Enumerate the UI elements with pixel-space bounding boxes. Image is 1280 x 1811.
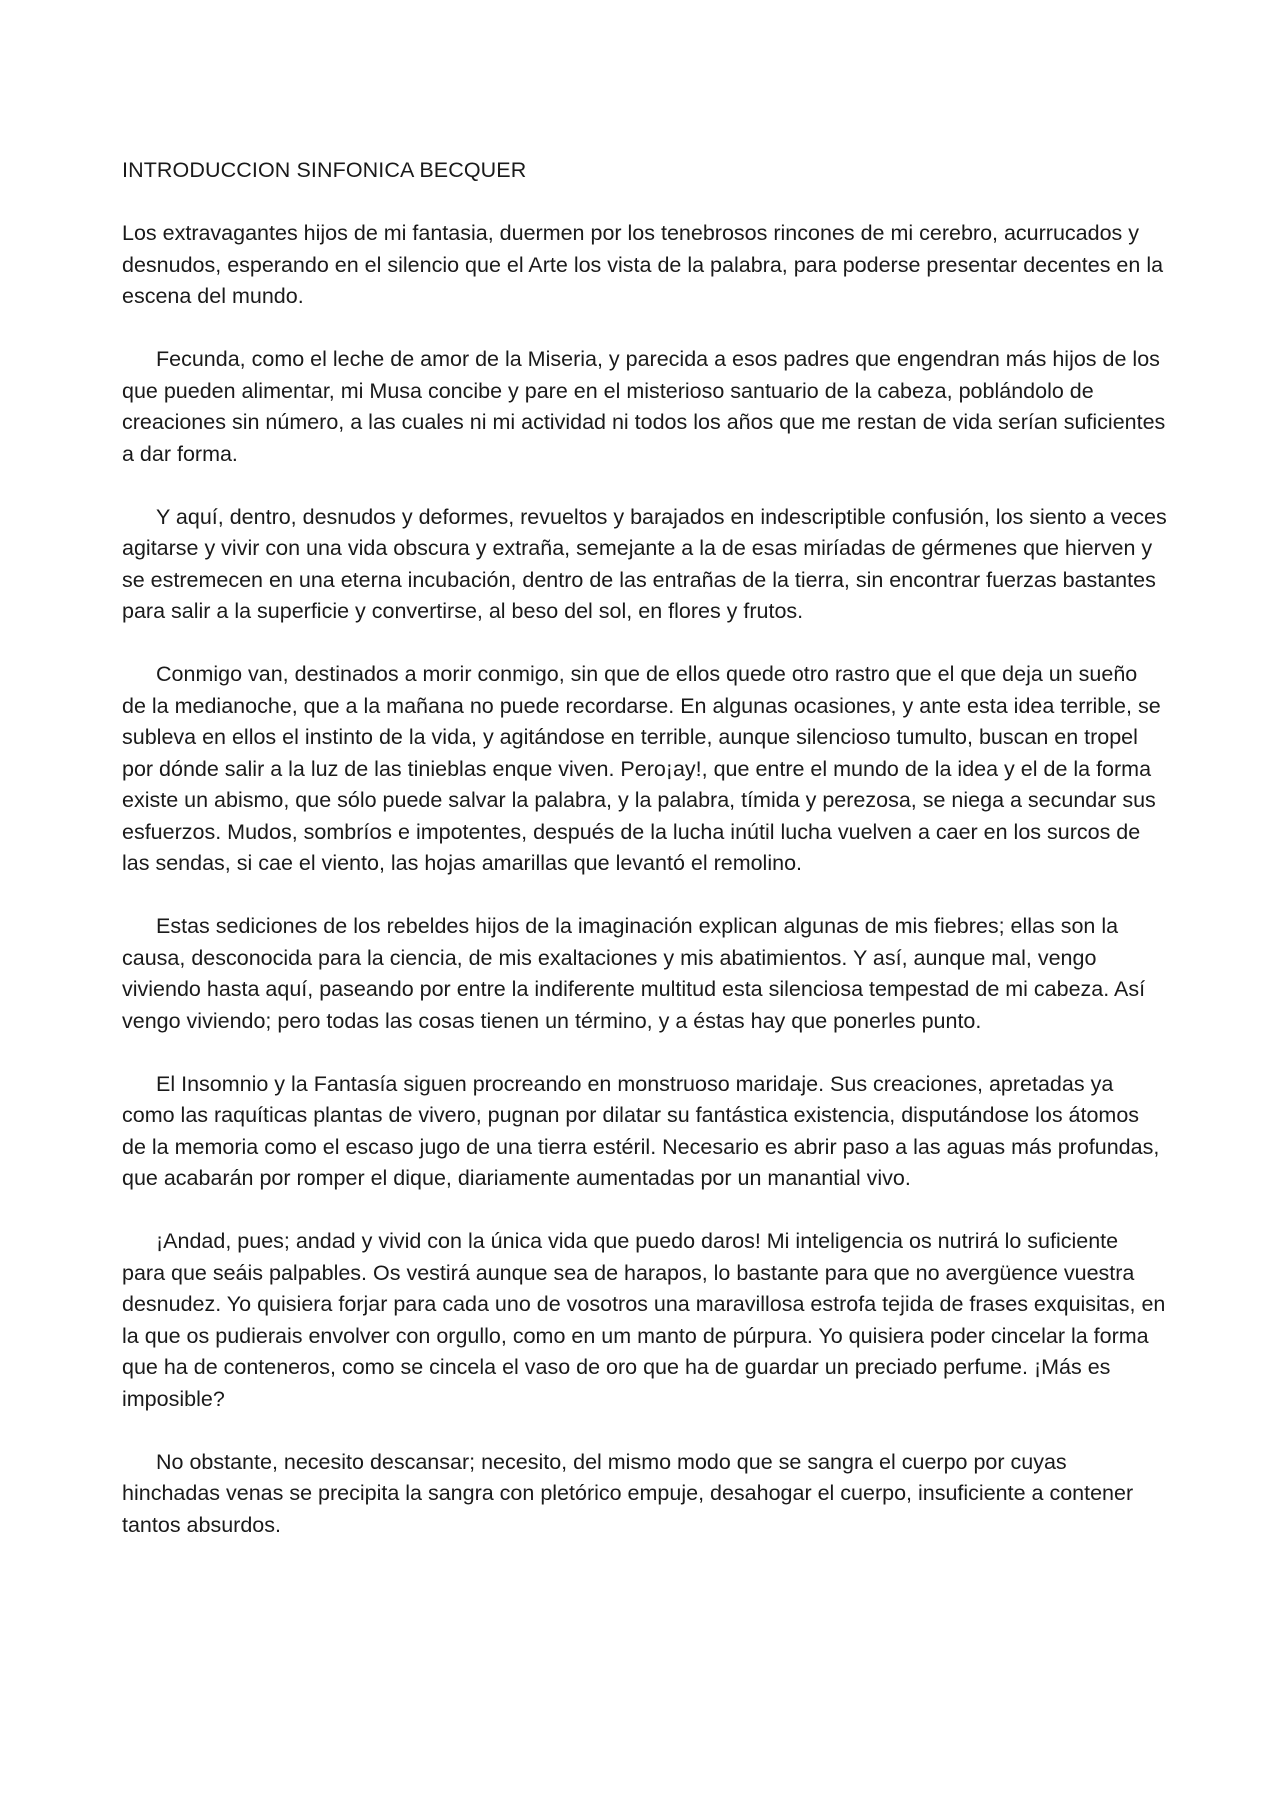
paragraph-7: ¡Andad, pues; andad y vivid con la única vida que puedo daros! Mi inteligencia os nutrirá lo suficiente para que seáis palpables. Os vestirá aunque sea de harapos, lo bastante para que no avergüence vuestra desnudez. Yo quisiera forjar para cada uno de vosotros una maravillosa estrofa tejida de frases exquisitas, en la que os pudierais envolver con orgullo, como en um manto de púrpura. Yo quisiera poder cincelar la forma que ha de conteneros, como se cincela el vaso de oro que ha de guardar un preciado perfume. ¡Más es imposible? <box>122 1229 1166 1411</box>
paragraph-1: Los extravagantes hijos de mi fantasia, duermen por los tenebrosos rincones de mi cerebro, acurrucados y desnudos, esperando en el silencio que el Arte los vista de la palabra, para poderse presentar decentes en la escena del mundo. <box>122 221 1164 308</box>
paragraph-8: No obstante, necesito descansar; necesito, del mismo modo que se sangra el cuerpo por cuyas hinchadas venas se precipita la sangra con pletórico empuje, desahogar el cuerpo, insuficiente a contener tantos absurdos. <box>122 1449 1134 1537</box>
paragraph-4: Conmigo van, destinados a morir conmigo, sin que de ellos quede otro rastro que el que deja un sueño de la medianoche, que a la mañana no puede recordarse. En algunas ocasiones, y ante esta idea terrible, se subleva en ellos el instinto de la vida, y agitándose en terrible, aunque silencioso tumulto, buscan en tropel por dónde salir a la luz de las tinieblas enque viven. Pero¡ay!, que entre el mundo de la idea y el de la forma existe un abismo, que sólo puede salvar la palabra, y la palabra, tímida y perezosa, se niega a secundar sus esfuerzos. Mudos, sombríos e impotentes, después de la lucha inútil lucha vuelven a caer en los surcos de las sendas, si cae el viento, las hojas amarillas que levantó el remolino. <box>122 662 1161 875</box>
paragraph-5: Estas sediciones de los rebeldes hijos de la imaginación explican algunas de mis fiebres; ellas son la causa, desconocida para la ciencia, de mis exaltaciones y mis abatimientos. Y así, aunque mal, vengo viviendo hasta aquí, paseando por entre la indiferente multitud esta silenciosa tempestad de mi cabeza. Así vengo viviendo; pero todas las cosas tienen un término, y a éstas hay que ponerles punto. <box>122 914 1146 1033</box>
document-title: INTRODUCCION SINFONICA BECQUER <box>122 158 527 182</box>
paragraph-3: Y aquí, dentro, desnudos y deformes, revueltos y barajados en indescriptible confusión, los siento a veces agitarse y vivir con una vida obscura y extraña, semejante a la de esas miríadas de gérmenes que hierven y se estremecen en una eterna incubación, dentro de las entrañas de la tierra, sin encontrar fuerzas bastantes para salir a la superficie y convertirse, al beso del sol, en flores y frutos. <box>122 504 1167 623</box>
document-body <box>122 155 1167 1573</box>
paragraph-6: El Insomnio y la Fantasía siguen procreando en monstruoso maridaje. Sus creaciones, apretadas ya como las raquíticas plantas de vivero, pugnan por dilatar su fantástica existencia, disputándose los átomos de la memoria como el escaso jugo de una tierra estéril. Necesario es abrir paso a las aguas más profundas, que acabarán por romper el dique, diariamente aumentadas por un manantial vivo. <box>122 1071 1160 1190</box>
paragraph-2: Fecunda, como el leche de amor de la Miseria, y parecida a esos padres que engendran más hijos de los que pueden alimentar, mi Musa concibe y pare en el misterioso santuario de la cabeza, poblándolo de creaciones sin número, a las cuales ni mi actividad ni todos los años que me restan de vida serían suficientes a dar forma. <box>122 347 1166 466</box>
